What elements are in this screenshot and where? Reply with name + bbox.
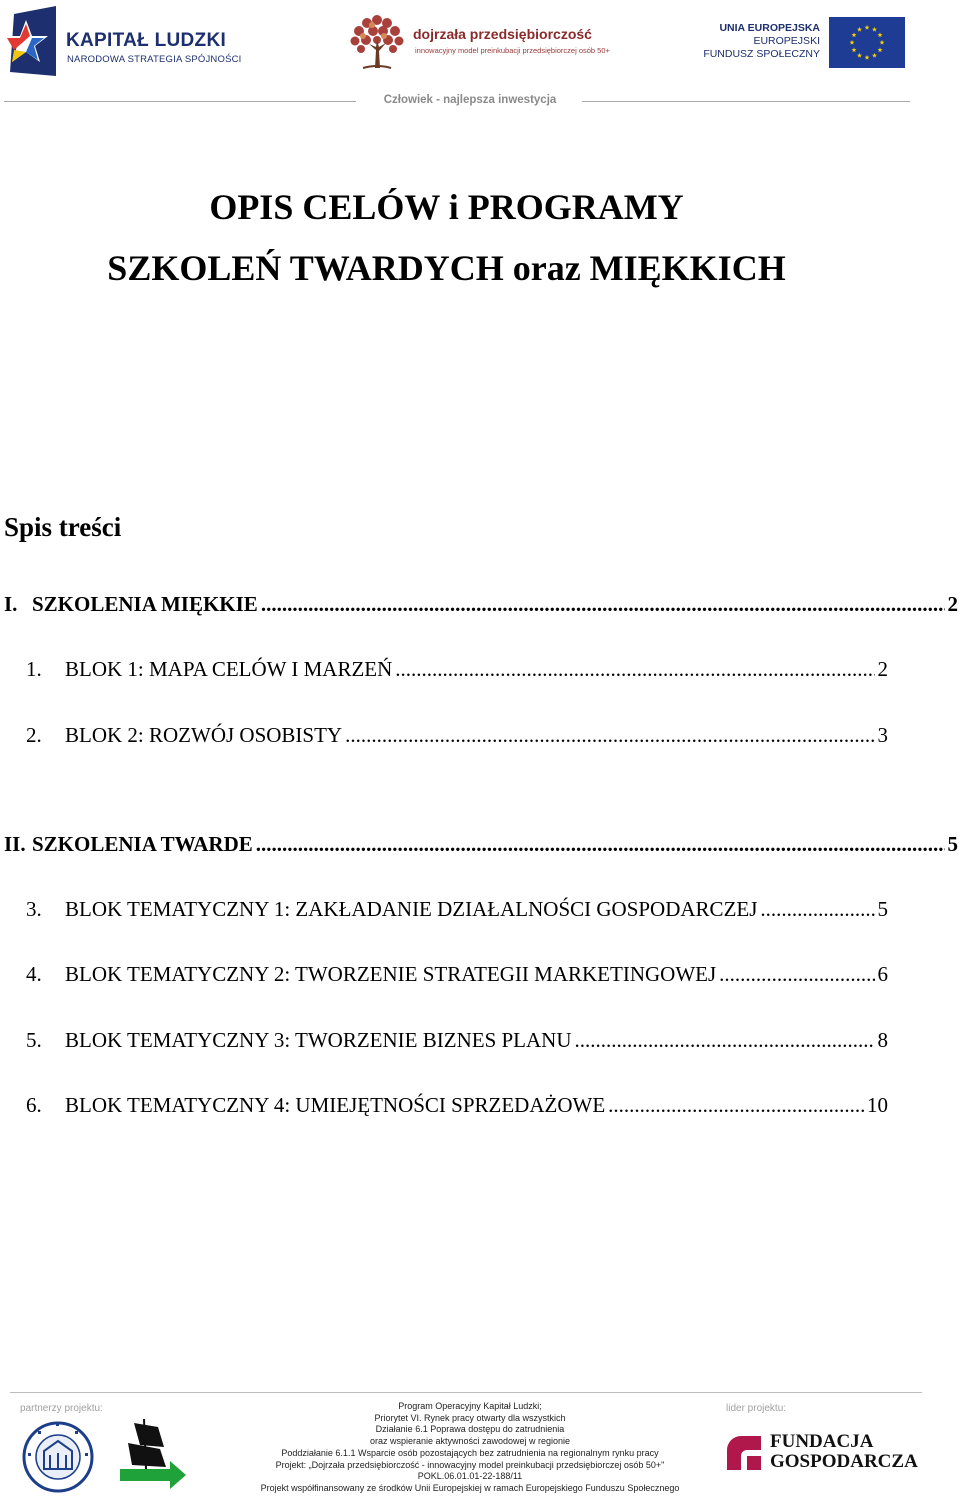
toc-entry-text: SZKOLENIA MIĘKKIE — [32, 592, 258, 616]
toc-entry[interactable] — [26, 1028, 888, 1058]
toc-entry-page: 6 — [877, 962, 888, 986]
toc-entry-text: BLOK TEMATYCZNY 2: TWORZENIE STRATEGII MARKETINGOWEJ — [65, 962, 717, 986]
toc-entry-number: I. — [4, 592, 18, 616]
fundacja-gospodarcza-logo — [727, 1432, 927, 1474]
toc-entry-page: 5 — [947, 832, 958, 856]
dojrzala-name: dojrzała przedsiębiorczość — [413, 26, 592, 42]
kapital-ludzki-name: KAPITAŁ LUDZKI — [66, 30, 227, 51]
toc-entry-page: 5 — [877, 897, 888, 921]
toc-leader-dots — [395, 657, 874, 682]
footer-program-info — [250, 1401, 690, 1495]
toc-entry-page: 10 — [867, 1093, 888, 1117]
kapital-ludzki-star-icon — [4, 6, 56, 76]
toc-entry-number: II. — [4, 832, 26, 856]
toc-entry[interactable] — [26, 657, 888, 687]
kapital-ludzki-subtitle: NARODOWA STRATEGIA SPÓJNOŚCI — [67, 54, 242, 65]
kapital-ludzki-logo — [4, 6, 242, 78]
toc-leader-dots — [575, 1028, 875, 1053]
toc-leader-dots — [261, 592, 945, 617]
toc-entry[interactable] — [4, 592, 958, 622]
toc-entry[interactable] — [26, 897, 888, 927]
toc-leader-dots — [256, 832, 945, 857]
motto: Człowiek - najlepsza inwestycja — [383, 94, 557, 106]
toc-entry[interactable] — [26, 962, 888, 992]
toc-entry-number: 5. — [26, 1028, 42, 1052]
footer-rule — [10, 1392, 922, 1393]
toc-leader-dots — [719, 962, 874, 987]
toc-entry-page: 3 — [877, 723, 888, 747]
toc-entry-number: 3. — [26, 897, 42, 921]
footer-line: Projekt współfinansowany ze środków Unii Europejskiej w ramach Europejskiego Funduszu Społecznego — [260, 1482, 680, 1493]
toc-entry[interactable] — [4, 832, 958, 862]
document-title-line2: SZKOLEŃ TWARDYCH oraz MIĘKKICH — [107, 248, 786, 288]
footer-line: Priorytet VI. Rynek pracy otwarty dla wszystkich — [374, 1412, 566, 1423]
eu-label — [700, 22, 820, 61]
footer-line: oraz wspieranie aktywności zawodowej w regionie — [369, 1436, 571, 1447]
footer-line: Działanie 6.1 Poprawa dostępu do zatrudnienia — [375, 1424, 565, 1435]
fundacja-gospodarcza-mark-icon — [727, 1436, 761, 1470]
toc-leader-dots — [345, 723, 874, 748]
dojrzala-subtitle: innowacyjny model preinkubacji przedsiębiorczej osób 50+ — [415, 46, 610, 55]
fundacja-gospodarcza-name — [770, 1432, 918, 1472]
toc-entry-text: BLOK TEMATYCZNY 1: ZAKŁADANIE DZIAŁALNOŚCI GOSPODARCZEJ — [65, 897, 758, 921]
footer-line: Poddziałanie 6.1.1 Wsparcie osób pozostających bez zatrudnienia na regionalnym rynku pracy — [281, 1447, 659, 1458]
toc-entry-text: SZKOLENIA TWARDE — [32, 832, 253, 856]
institute-seal-icon — [18, 1417, 98, 1493]
eu-label-line1: UNIA EUROPEJSKA — [719, 22, 820, 34]
toc-entry-page: 8 — [877, 1028, 888, 1052]
eu-flag-icon — [829, 17, 905, 68]
header-rule-right — [582, 101, 910, 102]
dojrzala-przedsiebiorczosc-logo — [345, 10, 610, 72]
leader-label: lider projektu: — [726, 1403, 787, 1414]
partners-label: partnerzy projektu: — [20, 1403, 103, 1414]
document-title-line1: OPIS CELÓW i PROGRAMY — [209, 187, 684, 227]
toc-entry-page: 2 — [947, 592, 958, 616]
toc-entry[interactable] — [26, 723, 888, 753]
eu-label-line2: EUROPEJSKI — [753, 35, 820, 47]
footer-line: Program Operacyjny Kapitał Ludzki; — [398, 1401, 542, 1411]
toc-entry-number: 6. — [26, 1093, 42, 1117]
labour-office-gdynia-icon — [114, 1417, 190, 1493]
toc-entry-text: BLOK TEMATYCZNY 4: UMIEJĘTNOŚCI SPRZEDAŻOWE — [65, 1093, 606, 1117]
toc-entry[interactable] — [26, 1093, 888, 1123]
header-rule-left — [4, 101, 356, 102]
toc-entry-text: BLOK 2: ROZWÓJ OSOBISTY — [65, 723, 343, 747]
toc-entry-number: 2. — [26, 723, 42, 747]
tree-icon — [345, 10, 409, 72]
toc-entry-number: 4. — [26, 962, 42, 986]
toc-entry-text: BLOK 1: MAPA CELÓW I MARZEŃ — [65, 657, 393, 681]
toc-entry-text: BLOK TEMATYCZNY 3: TWORZENIE BIZNES PLANU — [65, 1028, 572, 1052]
fundacja-name-line2: GOSPODARCZA — [770, 1451, 918, 1472]
toc-entry-page: 2 — [877, 657, 888, 681]
footer-line: POKL.06.01.01-22-188/11 — [417, 1471, 523, 1482]
eu-label-line3: FUNDUSZ SPOŁECZNY — [703, 48, 820, 60]
toc-leader-dots — [760, 897, 874, 922]
footer-line: Projekt: „Dojrzała przedsiębiorczość - innowacyjny model preinkubacji przedsiębiorczej osób 50+" — [275, 1459, 665, 1470]
toc-entry-number: 1. — [26, 657, 42, 681]
toc-leader-dots — [608, 1093, 864, 1118]
toc-heading: Spis treści — [4, 512, 122, 542]
fundacja-name-line1: FUNDACJA — [770, 1431, 874, 1452]
